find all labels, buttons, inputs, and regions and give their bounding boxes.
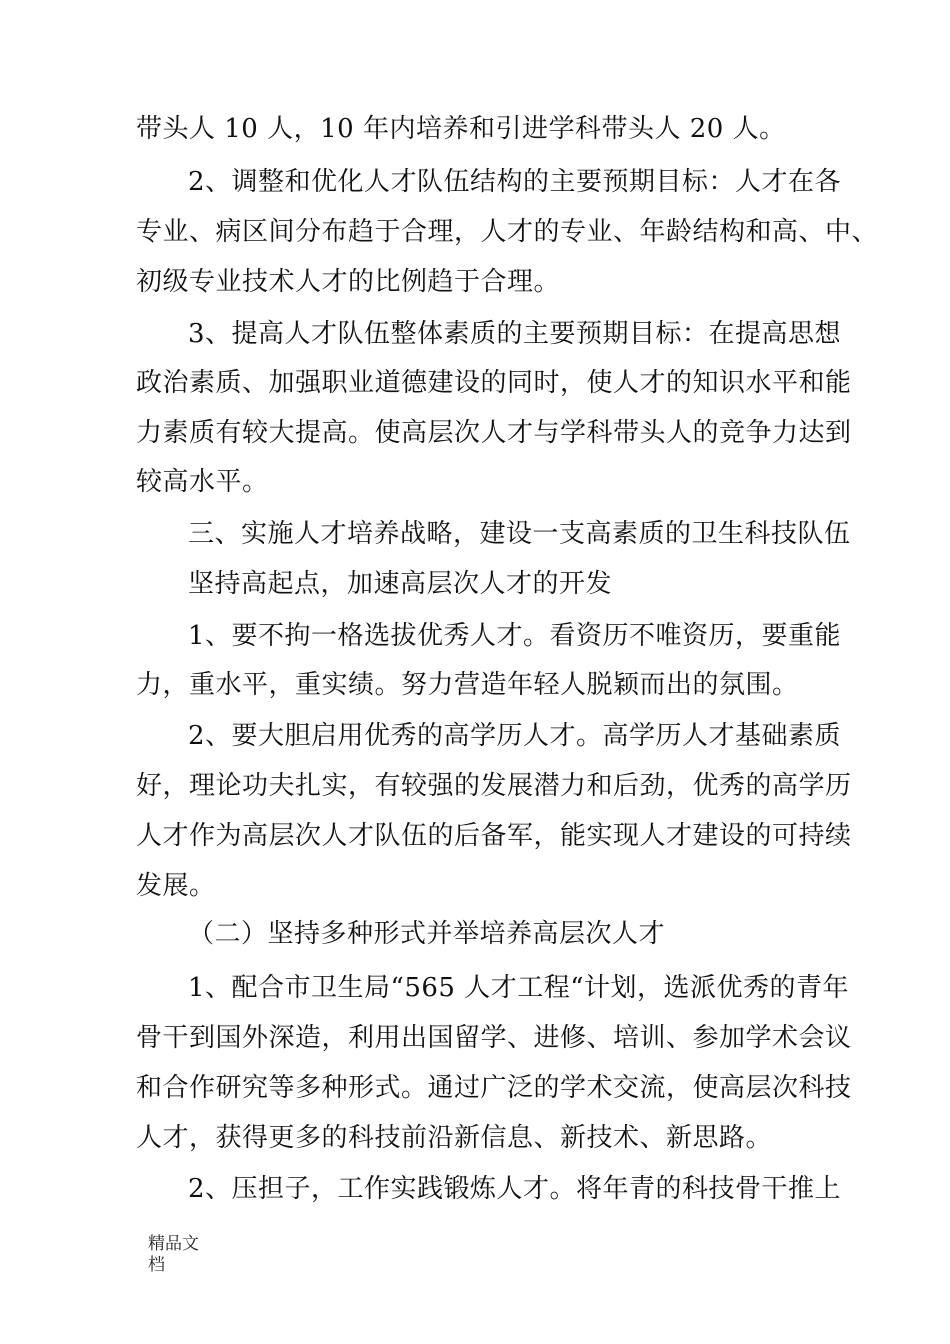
text-line-11: 1、要不拘一格选拔优秀人才。看资历不唯资历，要重能 [188, 621, 842, 651]
subheading-1: 坚持高起点，加速高层次人才的开发 [188, 569, 613, 599]
section-heading-3: 三、实施人才培养战略，建设一支高素质的卫生科技队伍 [188, 519, 851, 549]
text-line-22: 2、压担子，工作实践锻炼人才。将年青的科技骨干推上 [188, 1174, 842, 1204]
text-line-19: 骨干到国外深造，利用出国留学、进修、培训、参加学术会议 [136, 1023, 852, 1053]
text-line-14: 好，理论功夫扎实，有较强的发展潜力和后劲，优秀的高学历 [136, 771, 852, 801]
text-line-8: 较高水平。 [136, 467, 269, 497]
text-line-18: 1、配合市卫生局“565 人才工程“计划，选派优秀的青年 [188, 973, 850, 1003]
text-line-15: 人才作为高层次人才队伍的后备军，能实现人才建设的可持续 [136, 821, 852, 851]
text-line-21: 人才，获得更多的科技前沿新信息、新技术、新思路。 [136, 1123, 773, 1153]
text-line-16: 发展。 [136, 871, 216, 901]
text-line-20: 和合作研究等多种形式。通过广泛的学术交流，使高层次科技 [136, 1073, 852, 1103]
text-line-6: 政治素质、加强职业道德建设的同时，使人才的知识水平和能 [136, 368, 852, 398]
text-line-5: 3、提高人才队伍整体素质的主要预期目标：在提高思想 [188, 319, 842, 349]
text-line-12: 力，重水平，重实绩。努力营造年轻人脱颖而出的氛围。 [136, 670, 799, 700]
text-line-13: 2、要大胆启用优秀的高学历人才。高学历人才基础素质 [188, 721, 842, 751]
footer-watermark-line-2: 档 [148, 1255, 165, 1275]
footer-watermark-line-1: 精品文 [148, 1234, 199, 1254]
text-line-2: 2、调整和优化人才队伍结构的主要预期目标：人才在各 [188, 167, 842, 197]
subheading-2: （二）坚持多种形式并举培养高层次人才 [188, 919, 666, 949]
text-line-3: 专业、病区间分布趋于合理，人才的专业、年龄结构和高、中、 [136, 217, 879, 247]
text-line-7: 力素质有较大提高。使高层次人才与学科带头人的竞争力达到 [136, 418, 852, 448]
text-line-4: 初级专业技术人才的比例趋于合理。 [136, 267, 561, 297]
text-line-1: 带头人 10 人，10 年内培养和引进学科带头人 20 人。 [136, 114, 786, 144]
